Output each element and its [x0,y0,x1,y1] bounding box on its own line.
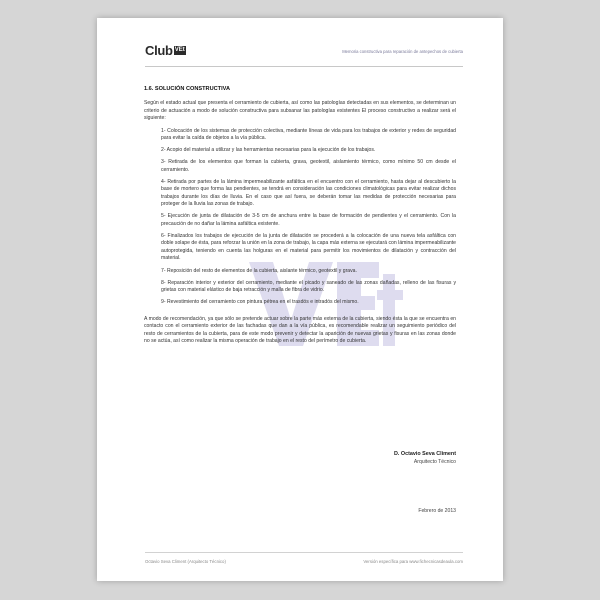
list-item: 4- Retirada por partes de la lámina impermeabilizante asfáltica en el encuentro con el cerramiento, hasta dejar al descubierto la base de mortero que forma las pendientes, se tendrá en consideración las condiciones climatológicas para evitar realizar dichos trabajos durante los días de lluvia. En el caso que así fuera, se deberán tomar las medidas de protección necesarias para proteger de la lluvia las zonas de trabajo. [161,178,456,208]
signature-block [394,450,456,466]
section-heading: 1.6. SOLUCIÓN CONSTRUCTIVA [144,86,230,92]
document-title: Memoria constructiva para reparación de antepechos de cubierta [342,49,463,54]
logo-text: Club [145,43,173,58]
list-item: 7- Reposición del resto de elementos de la cubierta, aislante térmico, geotextil y grava. [161,267,357,274]
list-item: 6- Finalizados los trabajos de ejecución de la junta de dilatación se procederá a la colocación de una nueva tela asfáltica con doble solape de ésta, para reforzar la unión en la zona de trabajo, la capa más externa se ejecutará con lámina impermeabilizante autoprotegida, teniendo en cuenta las holguras en el material para permitir los movimientos de dilatación y contracción del material. [161,232,456,262]
document-body [144,86,456,346]
list-item: 5- Ejecución de junta de dilatación de 3-5 cm de anchura entre la base de formación de pendientes y el cerramiento. Con la precaución de no dañar la lámina asfáltica existente. [161,213,456,227]
logo-badge: VEt [174,47,185,53]
page-header [145,43,463,63]
list-item: 1- Colocación de los sistemas de protección colectiva, mediante líneas de vida para los trabajos de exterior y redes de seguridad para evitar la caída de objetos a la vía pública. [161,127,456,141]
footer-divider [145,552,463,553]
list-item: 9- Revestimiento del cerramiento con pintura pétrea en el trasdós e intradós del mismo. [161,299,359,306]
intro-paragraph: Según el estado actual que presenta el cerramiento de cubierta, así como las patologías detectadas en sus elementos, se determinan un criterio de actuación a modo de solución constructiva para subsanar las patologías existentes El proceso constructivo a realizar será el siguiente: [144,100,456,121]
recommendation-paragraph: A modo de recomendación, ya que sólo se pretende actuar sobre la parte más externa de la cubierta, siendo ésta la que se encuentra en contacto con el cerramiento exterior de las fachadas que dan a la vía pública, es recomendable realizar un seguimiento periódico del resto de cerramientos de la cubierta, para de este modo prevenir y detectar la aparición de nuevas grietas y fisuras en las zonas donde no se actúa, así como realizar la misma operación de trabajo en el resto del perímetro de cubierta. [144,315,456,345]
signatory-role: Arquitecto Técnico [413,459,456,465]
club-logo [145,43,186,58]
document-page [97,18,503,581]
header-divider [145,66,463,67]
list-item: 2- Acopio del material a utilizar y las herramientas necesarias para la ejecución de los trabajos. [161,147,376,154]
list-item: 3- Retirada de los elementos que forman la cubierta, grava, geotextil, aislamiento térmico, como mínimo 50 cm desde el cerramiento. [161,159,456,173]
footer-author: Octavio Seva Climent (Arquitecto Técnico) [145,559,226,564]
list-item: 8- Reparación interior y exterior del cerramiento, mediante el picado y saneado de las zonas dañadas, relleno de las fisuras y grietas con material elástico de baja retracción y malla de fibra de vidrio. [161,279,456,294]
signatory-name: D. Octavio Seva Climent [393,451,456,457]
document-date: Febrero de 2013 [418,508,456,514]
footer-version: Versión específica para www.fichecnicasdeaula.com [363,559,463,564]
